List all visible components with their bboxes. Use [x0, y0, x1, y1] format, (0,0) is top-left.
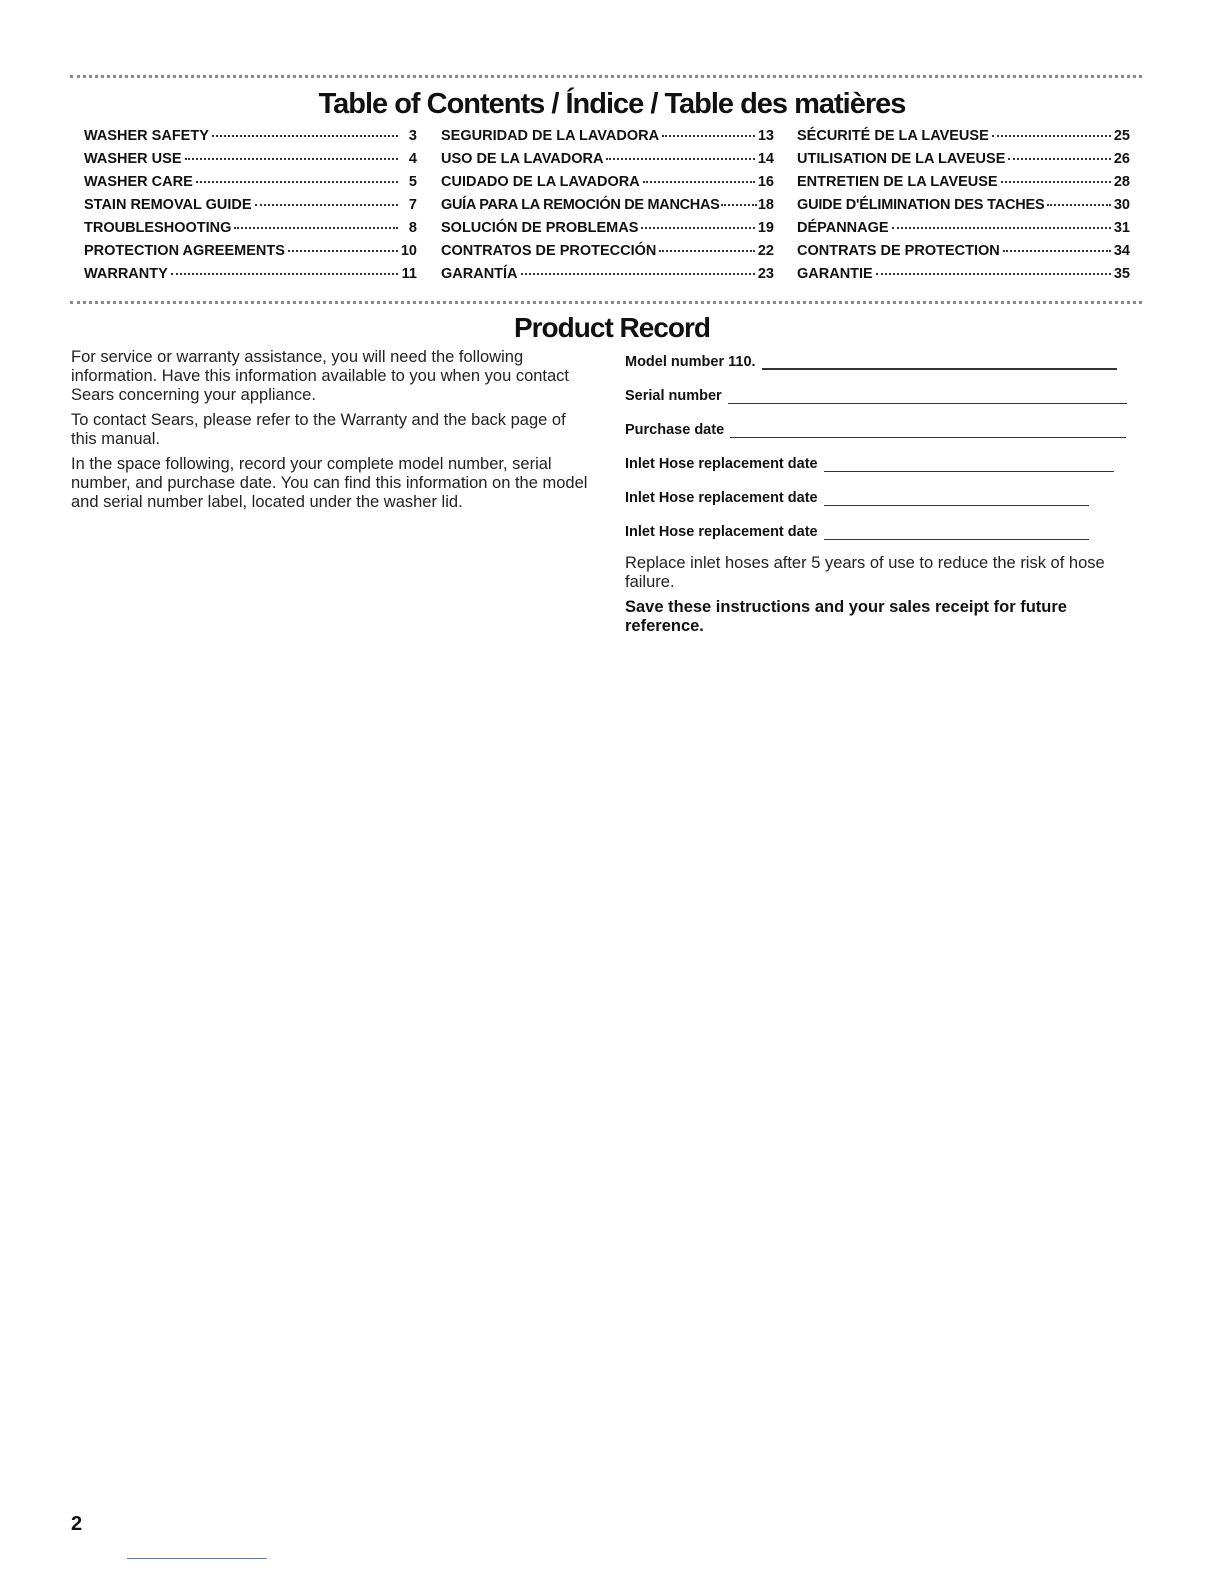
toc-entry-page: 7 — [408, 197, 417, 213]
toc-entry[interactable] — [441, 220, 774, 243]
toc-entry-page: 5 — [408, 174, 417, 190]
toc-entry-page: 23 — [757, 266, 774, 282]
toc-entry-page: 30 — [1113, 197, 1130, 213]
toc-entry-label: SEGURIDAD DE LA LAVADORA — [441, 128, 660, 144]
toc-entry-label: GARANTÍA — [441, 266, 518, 282]
toc-column-english — [84, 128, 417, 289]
toc-dot-leader — [662, 135, 755, 137]
toc-entry-label: GARANTIE — [797, 266, 873, 282]
model-number-field[interactable] — [625, 348, 1145, 370]
toc-entry-label: USO DE LA LAVADORA — [441, 151, 604, 167]
toc-dot-leader — [212, 135, 398, 137]
toc-entry-page: 16 — [757, 174, 774, 190]
toc-entry-page: 28 — [1113, 174, 1130, 190]
toc-dot-leader — [876, 273, 1111, 275]
product-record-title: Product Record — [513, 312, 711, 343]
toc-entry-page: 22 — [757, 243, 774, 259]
toc-entry-page: 14 — [757, 151, 774, 167]
toc-entry-page: 3 — [408, 128, 417, 144]
field-label: Inlet Hose replacement date — [625, 456, 818, 472]
toc-entry-page: 13 — [757, 128, 774, 144]
toc-dot-leader — [892, 227, 1111, 229]
toc-entry-page: 19 — [757, 220, 774, 236]
field-blank-line[interactable] — [728, 389, 1127, 404]
toc-entry-label: DÉPANNAGE — [797, 220, 889, 236]
toc-entry-label: SOLUCIÓN DE PROBLEMAS — [441, 220, 639, 236]
toc-entry-page: 25 — [1113, 128, 1130, 144]
toc-entry[interactable] — [84, 128, 417, 151]
toc-entry-label: GUÍA PARA LA REMOCIÓN DE MANCHAS — [441, 197, 720, 213]
toc-entry-page: 35 — [1113, 266, 1130, 282]
toc-dot-leader — [255, 204, 398, 206]
toc-entry[interactable] — [797, 197, 1130, 220]
toc-entry-page: 11 — [401, 266, 417, 282]
toc-entry[interactable] — [441, 266, 774, 289]
serial-number-field[interactable] — [625, 382, 1145, 404]
toc-entry-page: 18 — [757, 197, 774, 213]
toc-entry-label: WARRANTY — [84, 266, 168, 282]
toc-dot-leader — [288, 250, 398, 252]
toc-entry-page: 31 — [1113, 220, 1130, 236]
field-blank-line[interactable] — [824, 491, 1089, 506]
toc-entry-page: 4 — [408, 151, 417, 167]
toc-column-french — [797, 128, 1130, 289]
inlet-hose-date-field[interactable] — [625, 484, 1145, 506]
instruction-paragraph: For service or warranty assistance, you will need the following information. Have this information available to you when you contact Sears concerning your appliance. — [71, 348, 570, 404]
toc-entry[interactable] — [84, 151, 417, 174]
field-label: Inlet Hose replacement date — [625, 524, 818, 540]
toc-dot-leader — [234, 227, 398, 229]
purchase-date-field[interactable] — [625, 416, 1145, 438]
field-label: Inlet Hose replacement date — [625, 490, 818, 506]
toc-column-spanish — [441, 128, 774, 289]
hose-replacement-note: Replace inlet hoses after 5 years of use to reduce the risk of hose failure. — [625, 554, 1105, 591]
field-label: Serial number — [625, 388, 722, 404]
toc-entry-page: 8 — [408, 220, 417, 236]
toc-dot-leader — [641, 227, 754, 229]
product-record-instructions — [71, 348, 591, 518]
toc-entry[interactable] — [797, 266, 1130, 289]
field-blank-line[interactable] — [762, 354, 1117, 370]
toc-entry-label: CUIDADO DE LA LAVADORA — [441, 174, 640, 190]
field-blank-line[interactable] — [824, 457, 1114, 472]
toc-entry-label: GUIDE D'ÉLIMINATION DES TACHES — [797, 197, 1045, 213]
toc-dot-leader — [1003, 250, 1111, 252]
toc-entry-label: CONTRATOS DE PROTECCIÓN — [441, 243, 657, 259]
toc-dot-leader — [992, 135, 1111, 137]
field-blank-line[interactable] — [824, 525, 1089, 540]
toc-entry[interactable] — [441, 243, 774, 266]
toc-dot-leader — [643, 181, 755, 183]
toc-title: Table of Contents / Índice / Table des matières — [318, 88, 906, 120]
inlet-hose-date-field[interactable] — [625, 450, 1145, 472]
toc-dot-leader — [721, 204, 757, 206]
toc-entry[interactable] — [441, 174, 774, 197]
toc-entry-label: WASHER SAFETY — [84, 128, 209, 144]
field-blank-line[interactable] — [730, 423, 1126, 438]
toc-dot-leader — [521, 273, 755, 275]
bottom-link-line — [127, 1558, 267, 1559]
toc-entry[interactable] — [441, 151, 774, 174]
top-dotted-rule — [70, 75, 1142, 78]
toc-dot-leader — [196, 181, 398, 183]
toc-entry-label: WASHER CARE — [84, 174, 193, 190]
toc-dot-leader — [171, 273, 398, 275]
toc-dot-leader — [1008, 158, 1110, 160]
toc-entry[interactable] — [797, 220, 1130, 243]
toc-entry[interactable] — [84, 243, 417, 266]
toc-entry-label: TROUBLESHOOTING — [84, 220, 232, 236]
toc-entry[interactable] — [84, 220, 417, 243]
save-instructions-note: Save these instructions and your sales receipt for future reference. — [625, 598, 1067, 635]
product-record-form — [625, 348, 1145, 636]
toc-entry-label: CONTRATS DE PROTECTION — [797, 243, 1000, 259]
toc-entry-label: PROTECTION AGREEMENTS — [84, 243, 285, 259]
toc-entry[interactable] — [84, 266, 417, 289]
toc-entry-label: WASHER USE — [84, 151, 182, 167]
field-label: Model number 110. — [625, 354, 756, 370]
field-label: Purchase date — [625, 422, 725, 438]
page-number: 2 — [71, 1513, 83, 1535]
toc-entry[interactable] — [797, 243, 1130, 266]
instruction-paragraph: To contact Sears, please refer to the Warranty and the back page of this manual. — [71, 411, 566, 448]
middle-dotted-rule — [70, 301, 1142, 304]
toc-entry-label: STAIN REMOVAL GUIDE — [84, 197, 252, 213]
toc-dot-leader — [659, 250, 754, 252]
toc-entry-label: ENTRETIEN DE LA LAVEUSE — [797, 174, 998, 190]
toc-entry[interactable] — [441, 197, 774, 220]
toc-entry[interactable] — [797, 128, 1130, 151]
instruction-paragraph: In the space following, record your complete model number, serial number, and purchase date. You can find this information on the model and serial number label, located under the washer lid. — [71, 455, 588, 511]
toc-dot-leader — [1047, 204, 1110, 206]
toc-entry-label: SÉCURITÉ DE LA LAVEUSE — [797, 128, 989, 144]
toc-dot-leader — [185, 158, 399, 160]
toc-entry[interactable] — [797, 174, 1130, 197]
inlet-hose-date-field[interactable] — [625, 518, 1145, 540]
toc-entry-page: 34 — [1113, 243, 1130, 259]
toc-entry[interactable] — [441, 128, 774, 151]
toc-entry[interactable] — [797, 151, 1130, 174]
toc-entry[interactable] — [84, 197, 417, 220]
toc-entry[interactable] — [84, 174, 417, 197]
toc-entry-page: 26 — [1113, 151, 1130, 167]
toc-dot-leader — [1001, 181, 1111, 183]
toc-entry-label: UTILISATION DE LA LAVEUSE — [797, 151, 1006, 167]
toc-entry-page: 10 — [400, 243, 417, 259]
toc-dot-leader — [606, 158, 754, 160]
